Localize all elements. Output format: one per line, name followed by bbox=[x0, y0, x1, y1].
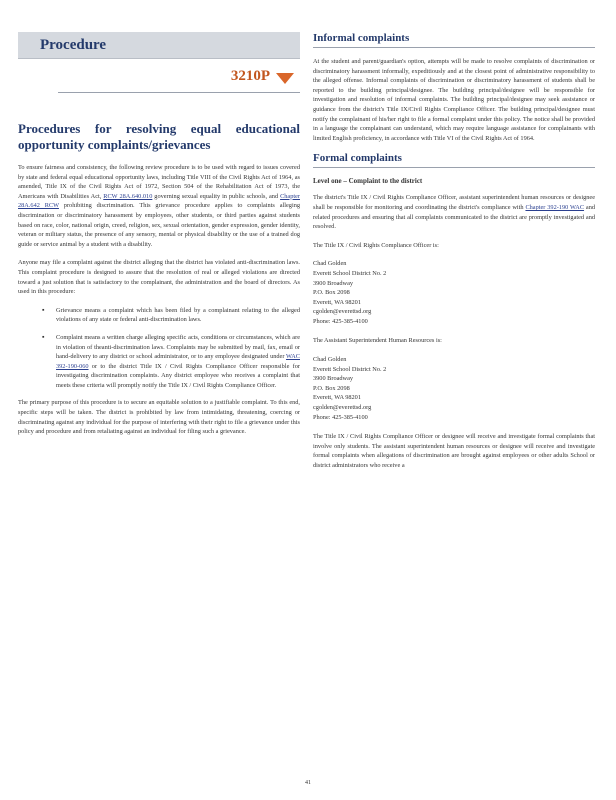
definitions-list bbox=[18, 306, 300, 391]
assistant-superintendent-intro: The Assistant Superintendent Human Resources is: bbox=[313, 337, 442, 345]
informal-paragraph: At the student and parent/guardian's option, attempts will be made to resolve complaints of discrimination or discriminatory harassment informally, expeditiously and at the closest point of administrative responsibility to the alleged offense. Informal complaints of discrimination or discriminatory harassment of students shall be reported to the building principal/designee. The building principal/designee will be responsible for investigation and resolution of informal complaints. The building principal/designee may seek assistance or guidance from the district's Title IX/Civil Rights Compliance Officer. The building principal/designee must notify the complainant of his/her right to file a formal complaint under this policy. The notice shall be provided in a language the complainant can understand, which may require language assistance for complainants with limited English proficiency, in accordance with Title VI of the Civil Rights Act of 1964. bbox=[313, 58, 595, 142]
address-line: Everett School District No. 2 bbox=[313, 269, 387, 277]
address-line: Chad Golden bbox=[313, 356, 347, 364]
address-line: Chad Golden bbox=[313, 260, 347, 268]
address-line: Everett, WA 98201 bbox=[313, 298, 361, 306]
list-item bbox=[42, 332, 300, 391]
rcw-link[interactable]: RCW 28A.640.010 bbox=[103, 192, 153, 200]
triangle-down-icon bbox=[276, 73, 294, 84]
level-text-a: The district's Title IX / Civil Rights Compliance Officer, assistant superintendent human resources or designee shall be responsible for monitoring and coordinating the district's compliance with bbox=[313, 194, 595, 211]
final-paragraph: The Title IX / Civil Rights Compliance Officer or designee will receive and investigate formal complaints that involve only students. The assistant superintendent human resources or designee will receive and investigate formal complaints when allegations of discrimination are brought against employees or other adults School or district administrators who receive a bbox=[313, 433, 595, 469]
address-line: 3900 Broadway bbox=[313, 375, 354, 383]
address-line: Everett, WA 98201 bbox=[313, 394, 361, 402]
phone-line: Phone: 425-385-4100 bbox=[313, 317, 368, 325]
paragraph-filing: Anyone may file a complaint against the district alleging that the district has violated anti-discrimination laws. This complaint procedure is designed to assure that the resolution of real or alleged violations are directed toward a just solution that is satisfactory to the complainant, the administration and the board of directors. As used in this procedure: bbox=[18, 259, 300, 296]
scope-text-b: governing sexual equality in public schools, and bbox=[152, 192, 281, 200]
paragraph-purpose: The primary purpose of this procedure is to secure an equitable solution to a justifiable complaint. To this end, specific steps will be taken. The district is prohibited by law from intimidating, threatening, coercing or discriminating against any individual for the purpose of interfering with their right to file a grievance under this policy and procedure and from retaliating against an individual for filing such a grievance. bbox=[18, 399, 300, 436]
wac-link[interactable]: WAC 392-190-060 bbox=[56, 353, 300, 370]
right-column bbox=[313, 32, 595, 480]
address-line: P.O. Box 2098 bbox=[313, 384, 350, 392]
officer-intro: The Title IX / Civil Rights Compliance Officer is: bbox=[313, 241, 439, 249]
officer-address bbox=[313, 259, 595, 326]
email-line: cgolden@everettsd.org bbox=[313, 404, 372, 412]
banner-title: Procedure bbox=[40, 37, 107, 53]
policy-code-row bbox=[18, 65, 300, 91]
level-one-paragraph bbox=[313, 193, 595, 231]
email-line: cgolden@everettsd.org bbox=[313, 308, 372, 316]
chapter-wac-link[interactable]: Chapter 392-190 WAC bbox=[525, 203, 585, 211]
paragraph-scope bbox=[18, 163, 300, 249]
address-line: Everett School District No. 2 bbox=[313, 365, 387, 373]
assistant-address bbox=[313, 355, 595, 422]
chapter-rcw-link[interactable]: Chapter 28A.642 RCW bbox=[18, 192, 300, 210]
address-line: P.O. Box 2098 bbox=[313, 289, 350, 297]
address-line: 3900 Broadway bbox=[313, 279, 354, 287]
left-column bbox=[18, 32, 300, 446]
page-number: 41 bbox=[305, 780, 311, 786]
list-item bbox=[42, 305, 300, 325]
level-one-heading: Level one – Complaint to the district bbox=[313, 177, 423, 186]
complaint-definition-a: Complaint means a written charge alleging specific acts, conditions or circumstances, which are in violation of theanti-discrimination laws. Complaints may be submitted by mail, fax, email or hand-delivery to any district or school administrator, or to any employee designated under bbox=[56, 333, 300, 361]
procedure-title: Procedures for resolving equal educational opportunity complaints/grievances bbox=[18, 121, 300, 152]
level-text-b: and related procedures and ensuring that all complaints communicated to the district are promptly investigated and resolved. bbox=[313, 203, 596, 231]
bullet-icon: ▪ bbox=[42, 305, 45, 314]
phone-line: Phone: 425-385-4100 bbox=[313, 413, 368, 421]
formal-heading: Formal complaints bbox=[313, 152, 595, 168]
code-divider bbox=[58, 92, 300, 93]
scope-text-a: To ensure fairness and consistency, the following review procedure is to be used with regard to issues covered by state and federal equal educational opportunity laws, including Title VIII of the Civil Rights Act of 1964, as amended, Title IX of the Civil Rights Act of 1972, Section 504 of the Rehabilitation Act of 1973, the Americans with Disabilities Act, bbox=[18, 164, 300, 200]
policy-code: 3210P bbox=[230, 68, 270, 84]
scope-text-c: prohibiting discrimination. This grievance procedure applies to complaints alleging discrimination or discriminatory harassment by employees, other students, or third parties against students based on race, color, national origin, creed, religion, sex, sexual orientation, gender expression, gender identity, veteran or military status, the presence of any sensory, mental or physical disability or the use of a trained dog guide or service animal by a student with a disability. bbox=[18, 202, 300, 248]
informal-heading: Informal complaints bbox=[313, 32, 595, 48]
grievance-definition: Grievance means a complaint which has been filed by a complainant relating to the alleged violations of any state or federal anti-discrimination laws. bbox=[56, 306, 300, 324]
complaint-definition-b: or to the district Title IX / Civil Rights Compliance Officer responsible for investigating discrimination complaints. Any district employee who receives a complaint that meets these criteria will promptly notify the Title IX / Civil Rights Compliance Officer. bbox=[56, 362, 300, 389]
procedure-banner bbox=[18, 32, 300, 59]
bullet-icon: ▪ bbox=[42, 332, 45, 341]
